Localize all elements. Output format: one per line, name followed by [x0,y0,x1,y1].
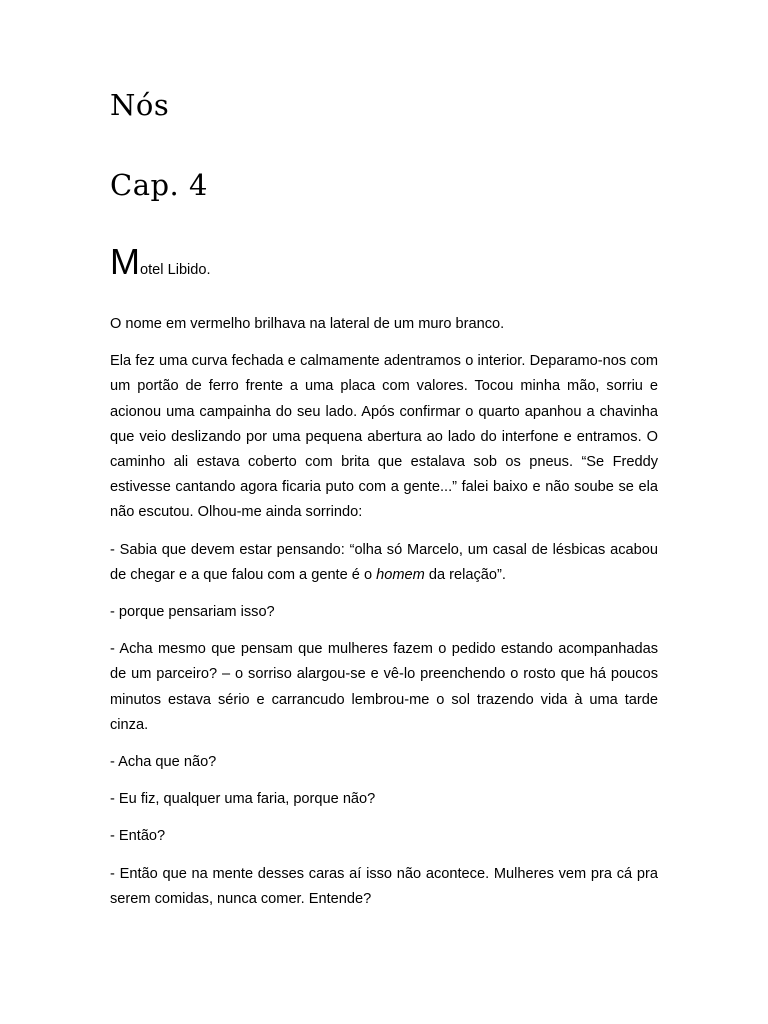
paragraph: Ela fez uma curva fechada e calmamente adentramos o interior. Deparamo-nos com um portão de ferro frente a uma placa com valores. Tocou minha mão, sorriu e acionou uma campainha do seu lado. Após confirmar o quarto apanhou a chavinha que veio deslizando por uma pequena abertura ao lado do interfone e entramos. O caminho ali estava coberto com brita que estalava sob os pneus. “Se Freddy estivesse cantando agora ficaria puto com a gente...” falei baixo e não soube se ela não escutou. Olhou-me ainda sorrindo: [110,353,658,521]
drop-cap: M [110,241,140,282]
paragraph: - Então? [110,828,166,845]
opening-text: otel Libido. [140,262,211,278]
paragraph: - Então que na mente desses caras aí isso não acontece. Mulheres vem pra cá pra serem comidas, nunca comer. Entende? [110,865,658,907]
opening-line [110,241,211,282]
paragraph: O nome em vermelho brilhava na lateral de um muro branco. [110,316,505,332]
chapter-heading: Cap. 4 [110,168,208,202]
paragraph-text: - Sabia que devem estar pensando: “olha só Marcelo, um casal de lésbicas acabou de chegar e a que falou com a gente é o [110,541,658,583]
paragraph: - Eu fiz, qualquer uma faria, porque não? [110,791,376,808]
paragraph-text: da relação”. [424,566,506,583]
document-title: Nós [110,88,170,122]
paragraph [110,538,658,588]
paragraph: - Acha mesmo que pensam que mulheres fazem o pedido estando acompanhadas de um parceiro? – o sorriso alargou-se e vê-lo preenchendo o rosto que há poucos minutos estava sério e carrancudo lembrou-me o sol trazendo vida à uma tarde cinza. [110,641,658,733]
document-body [110,312,658,924]
paragraph: - Acha que não? [110,754,217,771]
emphasized-word: homem [376,566,425,583]
paragraph: - porque pensariam isso? [110,604,275,621]
